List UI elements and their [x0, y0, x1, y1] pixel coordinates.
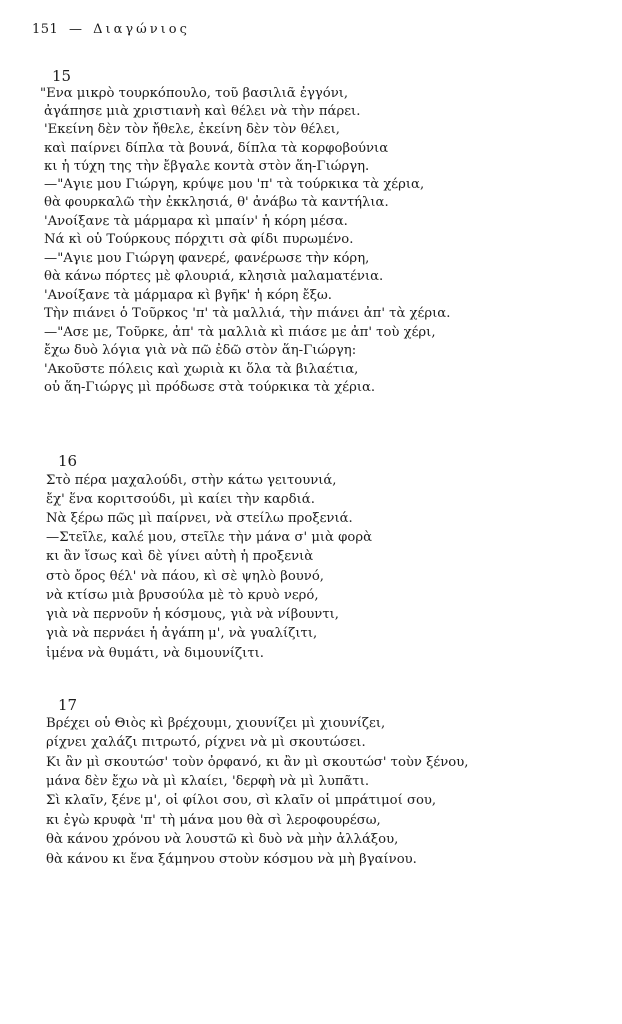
poem-number: 17 — [58, 696, 78, 714]
poem-line: Νὰ ξέρω πῶς μὶ παίρνει, νὰ στείλω προξενιά. — [46, 511, 353, 526]
poem-line: θὰ κάνου κι ἕνα ξάμηνου στοὺν κόσμου νὰ μὴ βγαίνου. — [46, 852, 417, 867]
poem-line: οὑ ἅη-Γιώργς μὶ πρόδωσε στὰ τούρκικα τὰ χέρια. — [44, 380, 376, 395]
poem-line: —Στεῖλε, καλέ μου, στεῖλε τὴν μάνα σ' μιὰ φορὰ — [46, 530, 372, 545]
running-title: Διαγώνιος — [93, 22, 190, 37]
poem-line: Κι ἂν μὶ σκουτώσ' τοὺν ὀρφανό, κι ἂν μὶ σκουτώσ' τοὺν ξένου, — [46, 755, 469, 770]
poem-line: —"Αγιε μου Γιώργη φανερέ, φανέρωσε τὴν κόρη, — [44, 251, 370, 266]
poem-line: καὶ παίρνει δίπλα τὰ βουνά, δίπλα τὰ κορφοβούνια — [44, 141, 389, 156]
poem-line: —"Ασε με, Τοῦρκε, ἀπ' τὰ μαλλιὰ κὶ πιάσε με ἀπ' τοὺ χέρι, — [44, 325, 436, 340]
poem-line: μάνα δὲν ἔχω νὰ μὶ κλαίει, 'δερφὴ νὰ μὶ λυπᾶτι. — [46, 774, 370, 789]
poem-line: Νά κὶ οὑ Τούρκους πόρχιτι σὰ φίδι πυρωμένο. — [44, 232, 354, 247]
poem-line: ἀγάπησε μιὰ χριστιανὴ καὶ θέλει νὰ τὴν πάρει. — [44, 104, 361, 119]
poem-line: ἔχ' ἕνα κοριτσούδι, μὶ καίει τὴν καρδιά. — [46, 492, 315, 507]
poem-line: 'Ανοίξανε τὰ μάρμαρα κὶ μπαίν' ἡ κόρη μέσα. — [44, 214, 348, 229]
poem-line: Σὶ κλαῖν, ξένε μ', οἱ φίλοι σου, σὶ κλαῖν οἱ μπράτιμοί σου, — [46, 793, 437, 808]
poem-line: κι ἐγὼ κρυφὰ 'π' τὴ μάνα μου θὰ σὶ λεροφουρέσω, — [46, 813, 381, 828]
poem-line: θὰ κάνου χρόνου νὰ λουστῶ κὶ δυὸ νὰ μὴν ἀλλάξου, — [46, 832, 399, 847]
poem-line: κι ἡ τύχη της τὴν ἔβγαλε κοντὰ στὸν ἅη-Γιώργη. — [44, 159, 370, 174]
poem-line: θὰ κάνω πόρτες μὲ φλουριά, κλησιὰ μαλαματένια. — [44, 269, 384, 284]
poem-line: ρίχνει χαλάζι πιτρωτό, ρίχνει νὰ μὶ σκουτώσει. — [46, 735, 366, 750]
poem-line: "Ενα μικρὸ τουρκόπουλο, τοῦ βασιλιᾶ ἐγγόνι, — [40, 86, 349, 101]
poem-line: ἔχω δυὸ λόγια γιὰ νὰ πῶ ἐδῶ στὸν ἅη-Γιώργη: — [44, 343, 357, 358]
poem-line: Τὴν πιάνει ὁ Τοῦρκος 'π' τὰ μαλλιά, τὴν πιάνει ἀπ' τὰ χέρια. — [44, 306, 451, 321]
poem-line: νὰ κτίσω μιὰ βρυσούλα μὲ τὸ κρυὸ νερό, — [46, 588, 319, 603]
poem-line: γιὰ νὰ περνοῦν ἡ κόσμους, γιὰ νὰ νίβουντι, — [46, 607, 339, 622]
poem-line: 'Ανοίξανε τὰ μάρμαρα κὶ βγῆκ' ἡ κόρη ἔξω. — [44, 288, 332, 303]
running-head-separator: — — [68, 22, 83, 37]
poem-line: Βρέχει οὑ Θιὸς κὶ βρέχουμι, χιουνίζει μὶ χιουνίζει, — [46, 716, 386, 731]
poem-line: Στὸ πέρα μαχαλούδι, στὴν κάτω γειτουνιά, — [46, 473, 337, 488]
poem-line: —"Αγιε μου Γιώργη, κρύψε μου 'π' τὰ τούρκικα τὰ χέρια, — [44, 177, 425, 192]
page-number: 151 — [32, 22, 59, 37]
poem-line: στὸ ὄρος θέλ' νὰ πάου, κὶ σὲ ψηλὸ βουνό, — [46, 569, 324, 584]
poem-line: 'Εκείνη δὲν τὸν ἤθελε, ἐκείνη δὲν τὸν θέλει, — [44, 122, 340, 137]
running-head — [32, 22, 190, 37]
poem-line: ἱμένα νὰ θυμάτι, νὰ διμουνίζιτι. — [46, 646, 264, 661]
poem-line: κι ἂν ἴσως καὶ δὲ γίνει αὐτὴ ἡ προξενιὰ — [46, 549, 314, 564]
poem-line: 'Ακοῦστε πόλεις καὶ χωριὰ κι ὅλα τὰ βιλαέτια, — [44, 362, 359, 377]
poem-number: 15 — [52, 67, 72, 85]
poem-line: γιὰ νὰ περνάει ἡ ἀγάπη μ', νὰ γυαλίζιτι, — [46, 626, 318, 641]
poem-line: θὰ φουρκαλῶ τὴν ἐκκλησιά, θ' ἀνάβω τὰ καντήλια. — [44, 195, 389, 210]
poem-number: 16 — [58, 452, 78, 470]
